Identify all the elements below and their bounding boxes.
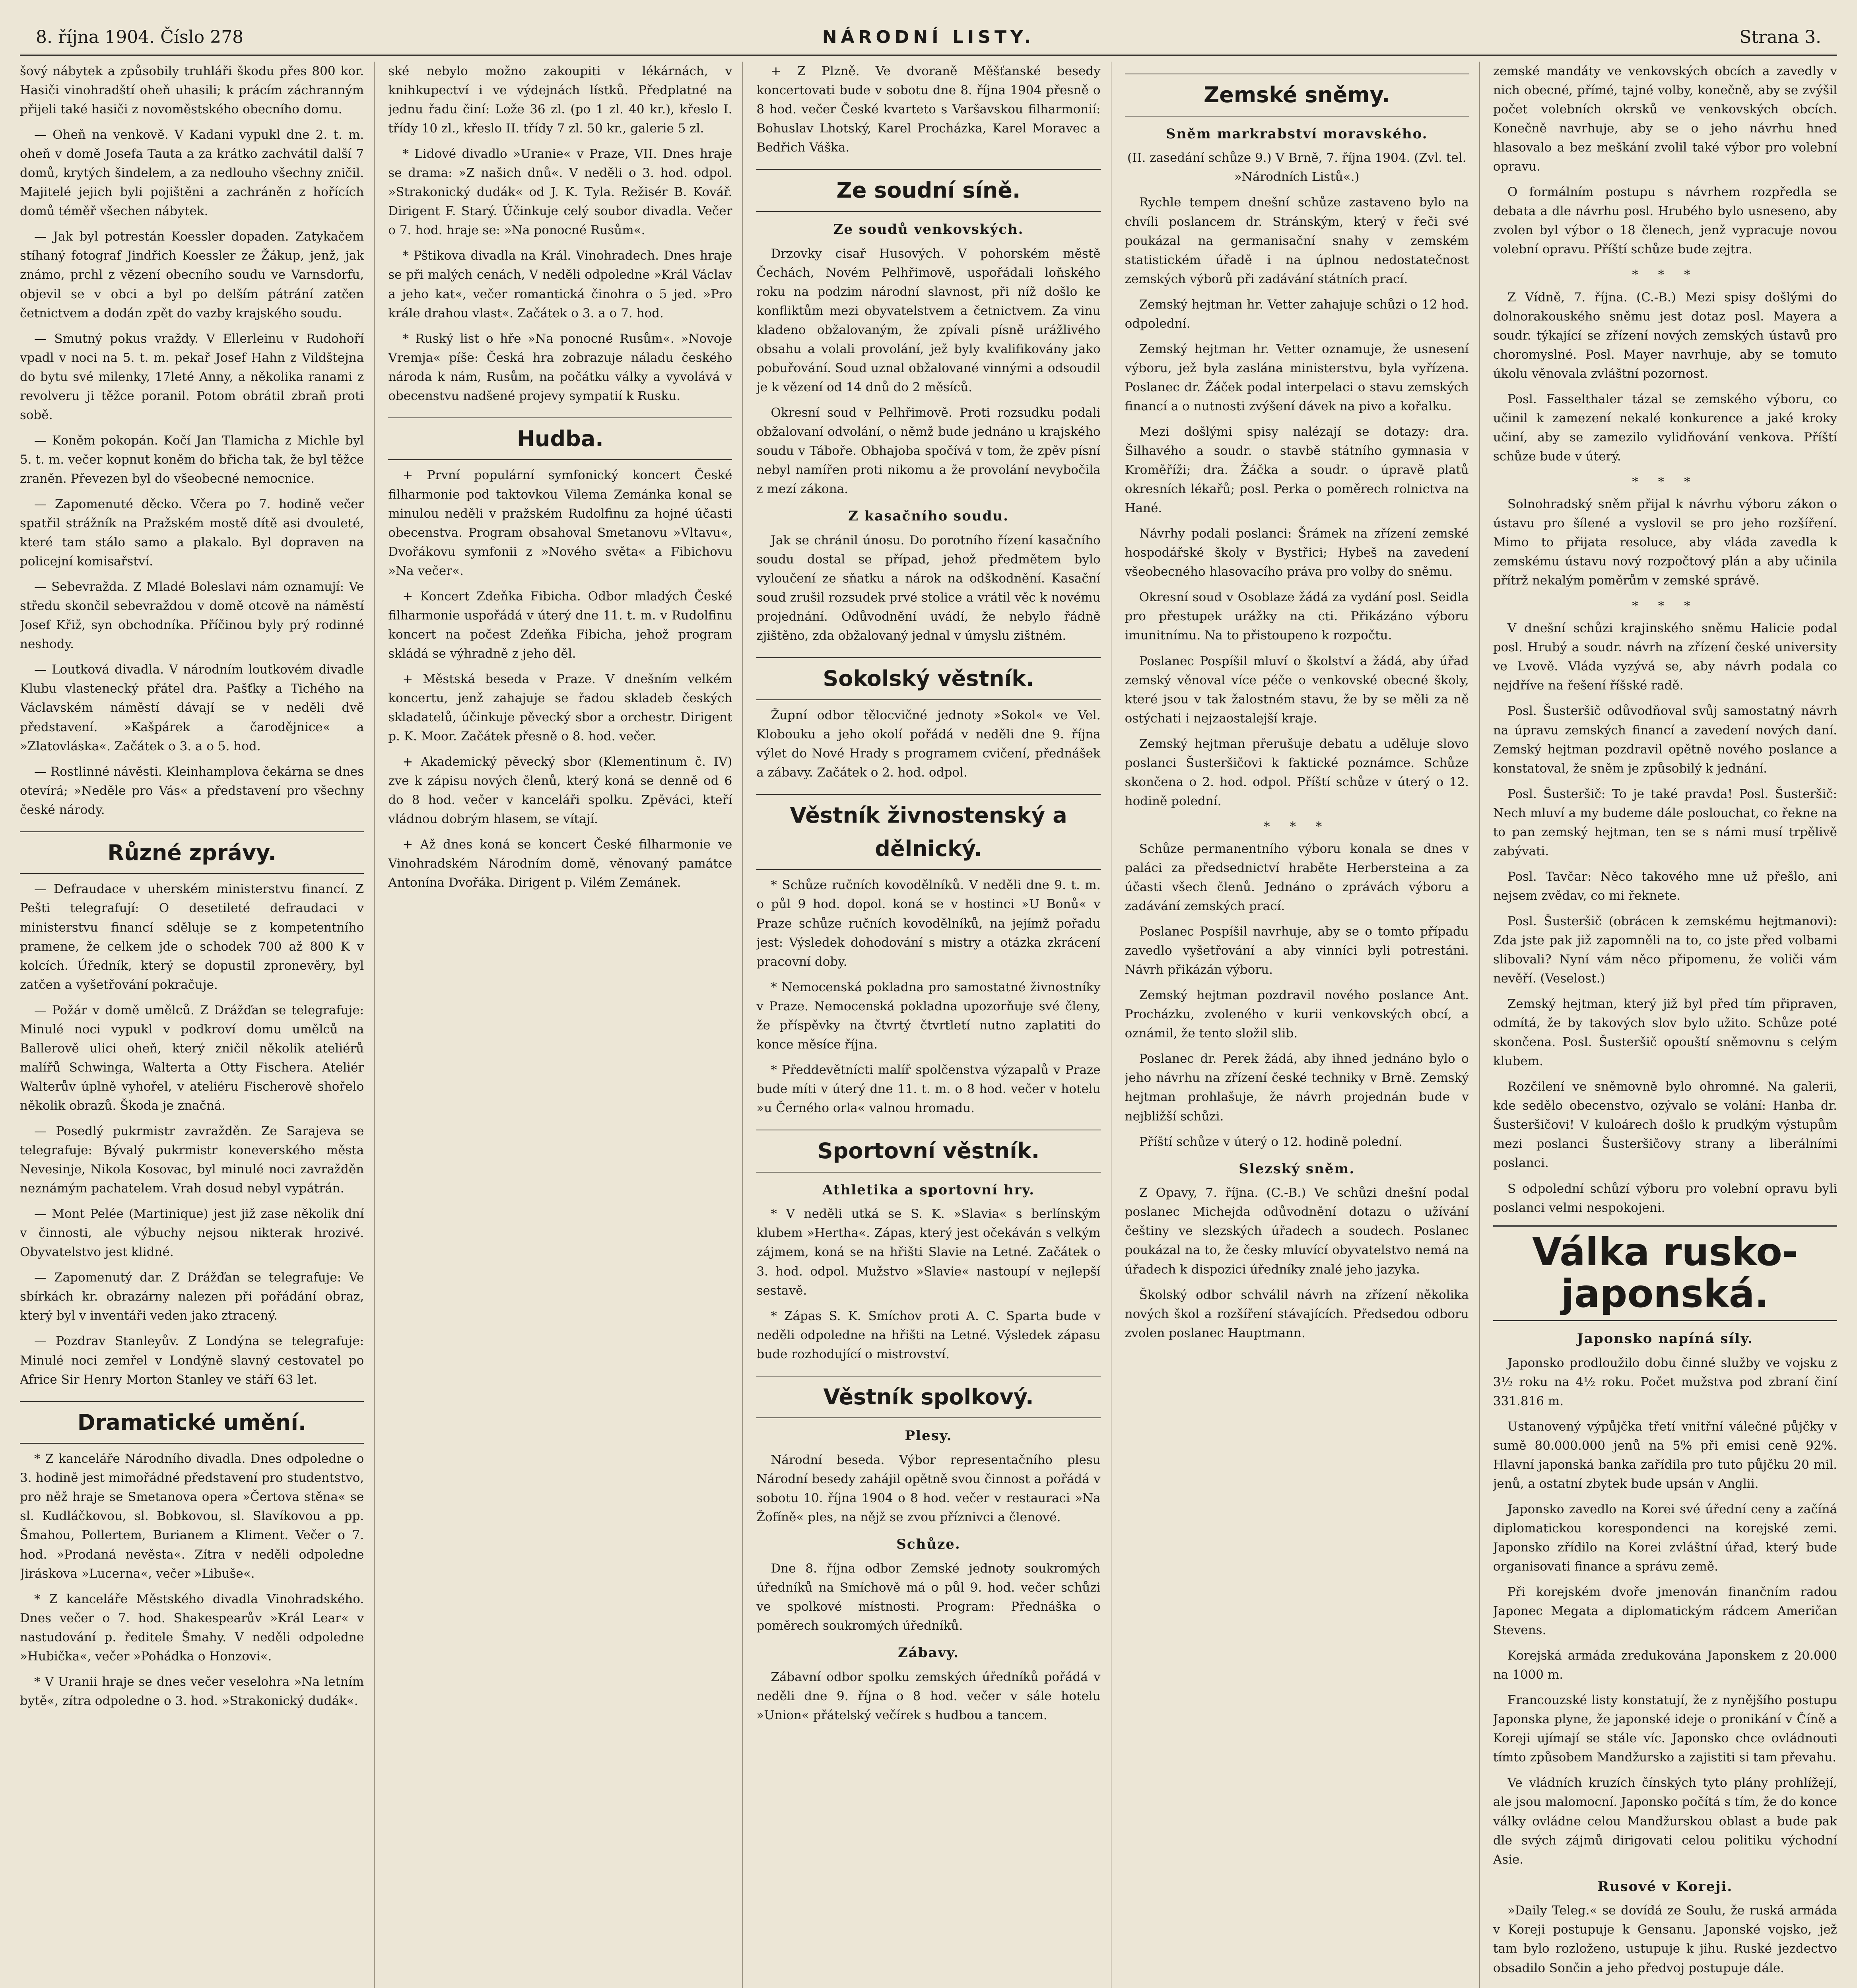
section-heading: Sportovní věstník. <box>756 1130 1100 1173</box>
article-paragraph: Posl. Šusteršič (obrácen k zemskému hejtmanovi): Zda jste pak již zapomněli na to, co jste před volbami slibovali? Nyní vám něco připomenu, že voliči vám nevěří. (Veselost.) <box>1493 914 1838 986</box>
article-paragraph: Japonsko zavedlo na Korei své úřední ceny a začíná diplomatickou korespondenci na korejské zemi. Japonsko zřídilo na Korei zvláštní úřad, který bude organisovati finance a správu země. <box>1493 1502 1838 1574</box>
article-paragraph: * Z kanceláře Národního divadla. Dnes odpoledne o 3. hodině jest mimořádné představení pro studentstvo, pro něž hraje se Smetanova opera »Čertova stěna« se sl. Kudláčkovou, sl. Bobkovou, sl. Slavíkovou a pp. Šmahou, Pollertem, Burianem a Kliment. Večer o 7. hod. »Prodaná nevěsta«. Zítra v neděli odpoledne Jiráskova »Lucerna«, večer »Libuše«. <box>20 1452 364 1581</box>
article-paragraph: * Nemocenská pokladna pro samostatné živnostníky v Praze. Nemocenská pokladna upozorňuje své členy, že příspěvky na čtvrtý čtvrtletí nutno zaplatiti do konce měsíce října. <box>756 980 1101 1052</box>
newspaper-title: NÁRODNÍ LISTY. <box>822 27 1035 47</box>
article-paragraph: — Pozdrav Stanleyův. Z Londýna se telegrafuje: Minulé noci zemřel v Londýně slavný cestovatel po Africe Sir Henry Morton Stanley ve stáří 63 let. <box>20 1334 364 1387</box>
article-paragraph: Z Vídně, 7. října. (C.-B.) Mezi spisy došlými do dolnorakouského sněmu jest dotaz posl. Mayera a soudr. týkající se zřízení nových zemských ústavů pro choromyslné. Posl. Mayer navrhuje, aby se tomuto úkolu věnovala zvláštní pozornost. <box>1493 290 1838 381</box>
article-paragraph: + Až dnes koná se koncert České filharmonie ve Vinohradském Národním domě, věnovaný památce Antonína Dvořáka. Dirigent p. Vilém Zemánek. <box>388 837 732 890</box>
issue-date: 8. října 1904. Číslo 278 <box>36 27 244 47</box>
dateline: (II. zasedání schůze 9.) V Brně, 7. října 1904. (Zvl. tel. »Národních Listů«.) <box>1127 151 1467 184</box>
separator-stars: * * * <box>1632 599 1698 613</box>
article-paragraph: Návrhy podali poslanci: Šrámek na zřízení zemské hospodářské školy v Bystřici; Hybeš na zavedení všeobecného hlasovacího práva pro volby do sněmu. <box>1125 526 1469 579</box>
article-paragraph: Zemský hejtman přerušuje debatu a uděluje slovo poslanci Šusteršičovi k faktické poznámce. Schůze skončena o 2. hod. odpol. Příští schůze v úterý o 12. hodině polední. <box>1125 736 1469 808</box>
section-heading: Ze soudní síně. <box>756 169 1100 212</box>
article-paragraph: Zemský hejtman pozdravil nového poslance Ant. Procházku, zvoleného v kurii venkovských obcí, a oznámil, že tento složil slib. <box>1125 988 1469 1041</box>
article-paragraph: Příští schůze v úterý o 12. hodině polední. <box>1139 1134 1402 1149</box>
article-paragraph: Poslanec Pospíšil mluví o školství a žádá, aby úřad zemský věnoval více péče o venkovské obecné školy, které jsou v tak žalostném stavu, že by se měli za ně ostýchati i nejzaostalejší kraje. <box>1125 654 1469 726</box>
section-heading: Zemské sněmy. <box>1125 74 1469 116</box>
section-heading: Sokolský věstník. <box>756 657 1100 700</box>
article-paragraph: Při korejském dvoře jmenován finančním radou Japonec Megata a diplomatickým rádcem Američan Stevens. <box>1493 1585 1838 1638</box>
article-paragraph: Japonsko prodloužilo dobu činné služby ve vojsku z 3½ roku na 4½ roku. Počet mužstva pod zbraní činí 331.816 m. <box>1493 1355 1838 1408</box>
article-paragraph: zemské mandáty ve venkovských obcích a zavedly v nich obecné, přímé, tajné volby, konečně, aby se zvýšil počet volebních okrsků ve venkovských obcích. Konečně navrhuje, aby se o jeho návrhu hned hlasovalo a bez meškání zvolil také výbor pro volební opravu. <box>1493 64 1838 174</box>
article-paragraph: * Schůze ručních kovodělníků. V neděli dne 9. t. m. o půl 9 hod. dopol. koná se v hostinci »U Bonů« v Praze schůze ručních kovodělníků, na jejímž pořadu jest: Výsledek dohodování s mistry a otázka zkrácení pracovní doby. <box>756 878 1101 969</box>
column-1 <box>20 62 375 1988</box>
section-heading: Věstník živnostenský a dělnický. <box>756 794 1100 870</box>
article-paragraph: Školský odbor schválil návrh na zřízení několika nových škol a rozšíření stávajících. Předsedou odboru zvolen poslanec Hauptmann. <box>1125 1287 1469 1340</box>
subsection-heading: Z kasačního soudu. <box>848 508 1009 524</box>
article-paragraph: ské nebylo možno zakoupiti v lékárnách, v knihkupectví i ve výdejnách lístků. Předplatné na jednu řadu činí: Lože 36 zl. (po 1 zl. 40 kr.), křeslo I. třídy 10 zl., křeslo II. třídy 7 zl. 50 kr., galerie 5 zl. <box>388 64 732 136</box>
article-paragraph: Rychle tempem dnešní schůze zastaveno bylo na chvíli poslancem dr. Stránským, který v řeči své poukázal na germanisační snahy v zemském statistickém úřadě i na úplnou nedostatečnost zemských výborů při zadávání státních prací. <box>1125 195 1469 286</box>
article-paragraph: — Zapomenutý dar. Z Drážďan se telegrafuje: Ve sbírkách kr. obrazárny nalezen při pořádání obraz, který byl v inventáři veden jako ztracený. <box>20 1270 364 1323</box>
article-paragraph: Zemský hejtman hr. Vetter zahajuje schůzi o 12 hod. odpolední. <box>1125 297 1469 331</box>
subsection-heading: Athletika a sportovní hry. <box>822 1182 1035 1198</box>
subsection-heading: Schůze. <box>896 1536 961 1553</box>
war-headline: Válka rusko-japonská. <box>1493 1225 1837 1321</box>
article-paragraph: Zemský hejtman, který již byl před tím připraven, odmítá, že by takových slov bylo užito. Schůze poté skončena. Posl. Šusteršič opouští sněmovnu s celým klubem. <box>1493 997 1838 1069</box>
article-paragraph: Ve vládních kruzích čínských tyto plány prohlížejí, ale jsou malomocní. Japonsko počítá s tím, že do konce války ovládne celou Mandžurskou oblast a bude pak dle svých zájmů dirigovati celou politiku východní Asie. <box>1493 1776 1838 1867</box>
article-paragraph: Národní beseda. Výbor representačního plesu Národní besedy zahájil opětně svou činnost a pořádá v sobotu 10. října 1904 o 8 hod. večer v restauraci »Na Žofíně« ples, na nějž se zvou příznivci a členové. <box>756 1453 1101 1525</box>
article-paragraph: Z Opavy, 7. října. (C.-B.) Ve schůzi dnešní podal poslanec Michejda odůvodnění dotazu o užívání češtiny ve slezských úřadech a soudech. Poslanec poukázal na to, že česky mluvící obyvatelstvo nemá na úřadech k dispozici úředníky znalé jeho jazyka. <box>1125 1186 1469 1277</box>
article-paragraph: Mezi došlými spisy nalézají se dotazy: dra. Šilhavého a soudr. o stavbě státního gymnasia v Kroměříži; dra. Žáčka a soudr. o úpravě platů okresních lékařů; posl. Perka o poměrech rolnictva na Hané. <box>1125 424 1469 516</box>
article-paragraph: Župní odbor tělocvičné jednoty »Sokol« ve Vel. Klobouku a jeho okolí pořádá v neděli dne 9. října výlet do Nové Hrady s programem cvičení, přednášek a zábavy. Začátek o 2. hod. odpol. <box>756 708 1101 780</box>
article-paragraph: Korejská armáda zredukována Japonskem z 20.000 na 1000 m. <box>1493 1648 1838 1682</box>
article-paragraph: Posl. Šusteršič: To je také pravda! Posl. Šusteršič: Nech mluví a my budeme dále poslouchat, co řekne na to pan zemský hejtman, ten se s námi musí trpělivě zabývati. <box>1493 786 1838 858</box>
article-paragraph: Solnohradský sněm přijal k návrhu výboru zákon o ústavu pro šílené a vyslovil se pro jeho rozšíření. Mimo to přijata resoluce, aby vláda zavedla k zemskému ústavu nový rozpočtový plán a aby učinila přítrž nekalým poměrům v zemské správě. <box>1493 497 1838 588</box>
page-number: Strana 3. <box>1739 27 1821 47</box>
article-paragraph: * V neděli utká se S. K. »Slavia« s berlínským klubem »Hertha«. Zápas, který jest očekáván s velkým zájmem, koná se na hřišti Slavie na Letné. Začátek o 3. hod. odpol. Mužstvo »Slavie« nastoupí v nejlepší sestavě. <box>756 1207 1101 1298</box>
article-paragraph: — Rostlinné návěsti. Kleinhamplova čekárna se dnes otevírá; »Neděle pro Vás« a představení pro všechny české národy. <box>20 764 364 817</box>
article-paragraph: — Smutný pokus vraždy. V Ellerleinu v Rudohoří vpadl v noci na 5. t. m. pekař Josef Hahn z Vildštejna do bytu své milenky, 17leté Anny, a několika ranami z revolveru ji těžce poranil. Potom obrátil zbraň proti sobě. <box>20 331 364 422</box>
article-paragraph: + Akademický pěvecký sbor (Klementinum č. IV) zve k zápisu nových členů, který koná se denně od 6 do 8 hod. večer v kanceláři spolku. Zpěváci, kteří vládnou dobrým hlasem, se vítají. <box>388 755 732 827</box>
article-paragraph: šový nábytek a způsobily truhláři škodu přes 800 kor. Hasiči vinohradští oheň uhasili; k prácím záchranným přijeli také hasiči z novoměstského obecního domu. <box>20 64 364 117</box>
article-paragraph: Okresní soud v Pelhřimově. Proti rozsudku podali obžalovaní odvolání, o němž bude jednáno u krajského soudu v Táboře. Obhajoba spočívá v tom, že zpěv písní nebyl namířen proti nikomu a že provolání nevybočila z mezí zákona. <box>756 405 1101 497</box>
section-heading: Dramatické umění. <box>20 1401 364 1444</box>
article-paragraph: — Defraudace v uherském ministerstvu financí. Z Pešti telegrafují: O desetileté defraudaci v ministerstvu financí sděluje se z kompetentního pramene, že celkem jde o schodek 700 až 800 K v kolcích. Úředník, který se dopustil zpronevěry, byl zatčen a vyšetřování pokračuje. <box>20 882 364 992</box>
article-paragraph: Okresní soud v Osoblaze žádá za vydání posl. Seidla pro přestupek urážky na cti. Přikázáno výboru imunitnímu. Na to přistoupeno k rozpočtu. <box>1125 590 1469 643</box>
article-paragraph: Posl. Šusteršič odůvodňoval svůj samostatný návrh na úpravu zemských financí a zavedení nových daní. Zemský hejtman pozdravil opětně nového poslance a konstatoval, že sněm je způsobilý k jednání. <box>1493 704 1838 776</box>
article-paragraph: + První populární symfonický koncert České filharmonie pod taktovkou Vilema Zemánka konal se minulou neděli v pražském Rudolfinu za hojné účasti obecenstva. Program obsahoval Smetanovu »Vltavu«, Dvořákovu symfonii z »Nového světa« a Fibichovu »Na večer«. <box>388 468 732 578</box>
article-paragraph: — Zapomenuté děcko. Včera po 7. hodině večer spatřil strážník na Pražském mostě dítě asi dvouleté, které tam stálo samo a plakalo. Byl dopraven na policejní komisařství. <box>20 497 364 569</box>
column-3 <box>756 62 1111 1988</box>
article-paragraph: V dnešní schůzi krajinského sněmu Halicie podal posl. Hrubý a soudr. návrh na zřízení české university ve Lvově. Vláda vyzývá se, aby návrh podala co nejdříve na řešení říšské radě. <box>1493 621 1838 693</box>
article-paragraph: — Posedlý pukrmistr zavražděn. Ze Sarajeva se telegrafuje: Bývalý pukrmistr koneverského města Nevesinje, Nikola Kosovac, byl minulé noci zavražděn neznámým pachatelem. Vrah dosud nebyl vypátrán. <box>20 1124 364 1196</box>
article-paragraph: * Ruský list o hře »Na ponocné Rusům«. »Novoje Vremja« píše: Česká hra zobrazuje náladu českého národa k nám, Rusům, na počátku války a vyvolává v obecenstvu nadšené projevy sympatií k Rusku. <box>388 331 732 403</box>
article-paragraph: Francouzské listy konstatují, že z nynějšího postupu Japonska plyne, že japonské ideje o pronikání v Číně a Koreji ujímají se stále víc. Japonsko chce ovládnouti tímto způsobem Mandžursko a zajistiti si tam převahu. <box>1493 1693 1838 1765</box>
separator-stars: * * * <box>1632 268 1698 282</box>
article-paragraph: Schůze permanentního výboru konala se dnes v paláci za předsednictví hraběte Herbersteina a za účasti všech členů. Jednáno o zprávách výboru a zadávání zemských prací. <box>1125 841 1469 914</box>
subsection-heading: Japonsko napíná síly. <box>1577 1330 1754 1347</box>
article-paragraph: Jak se chránil únosu. Do porotního řízení kasačního soudu dostal se případ, jehož předmětem bylo vyloučení ze sňatku a nárok na odškodnění. Kasační soud zrušil rozsudek prvé stolice a vrátil věc k novému projednání. Odůvodnění uvádí, že nebylo řádně zjištěno, zda obžalovaný jednal v úmyslu zištném. <box>756 533 1101 643</box>
column-5 <box>1493 62 1837 1988</box>
article-paragraph: — Oheň na venkově. V Kadani vypukl dne 2. t. m. oheň v domě Josefa Tauta a za krátko zachvátil další 7 domů, krytých šindelem, a za nedlouho všechny zničil. Majitelé jejich byli pojištěni a zachráněn z hořících domů téměř všechen nábytek. <box>20 128 364 219</box>
article-paragraph: * Z kanceláře Městského divadla Vinohradského. Dnes večer o 7. hod. Shakespearův »Král Lear« v nastudování p. ředitele Šmahy. V neděli odpoledne »Hubička«, večer »Pohádka o Honzovi«. <box>20 1592 364 1664</box>
column-2 <box>388 62 743 1988</box>
article-paragraph: * V Uranii hraje se dnes večer veselohra »Na letním bytě«, zítra odpoledne o 3. hod. »Strakonický dudák«. <box>20 1674 364 1708</box>
subsection-heading: Plesy. <box>905 1428 952 1444</box>
section-heading: Hudba. <box>388 417 732 460</box>
columns <box>20 62 1837 1988</box>
article-paragraph: »Daily Teleg.« se dovídá ze Soulu, že ruská armáda v Koreji postupuje k Gensanu. Japonské vojsko, jež tam bylo rozloženo, ustupuje k jihu. Ruské jezdectvo obsadilo Sončin a jeho předvoj postupuje dále. <box>1493 1903 1838 1975</box>
article-paragraph: — Sebevražda. Z Mladé Boleslavi nám oznamují: Ve středu skončil sebevraždou v domě otcově na náměstí Josef Křiž, syn obchodníka. Příčinou byly prý rodinné neshody. <box>20 580 364 652</box>
section-heading: Různé zprávy. <box>20 831 364 874</box>
subsection-heading: Zábavy. <box>897 1645 960 1661</box>
article-paragraph: Zemský hejtman hr. Vetter oznamuje, že usnesení výboru, jež byla zaslána ministerstvu, byla vyřízena. Poslanec dr. Žáček podal interpelaci o stavu zemských financí a o nutnosti zvýšení dávek na pivo a kořalku. <box>1125 342 1469 414</box>
article-paragraph: — Koněm pokopán. Kočí Jan Tlamicha z Michle byl 5. t. m. večer kopnut koněm do břicha tak, že byl těžce zraněn. Převezen byl do všeobecné nemocnice. <box>20 433 364 486</box>
article-paragraph: * Lidové divadlo »Uranie« v Praze, VII. Dnes hraje se drama: »Z našich dnů«. V neděli o 3. hod. odpol. »Strakonický dudák« od J. K. Tyla. Režisér B. Kovář. Dirigent F. Starý. Účinkuje celý soubor divadla. Večer o 7. hod. hraje se: »Na ponocné Rusům«. <box>388 147 732 238</box>
article-paragraph: * Předdevětnícti malíř spolčenstva výzapalů v Praze bude míti v úterý dne 11. t. m. o 8 hod. večer v hotelu »u Černého orla« valnou hromadu. <box>756 1062 1101 1115</box>
column-4 <box>1125 62 1480 1988</box>
article-paragraph: + Z Plzně. Ve dvoraně Měšťanské besedy koncertovati bude v sobotu dne 8. října 1904 přesně o 8 hod. večer České kvarteto s Varšavskou filharmonií: Bohuslav Lhotský, Karel Procházka, Karel Moravec a Bedřich Váška. <box>756 64 1101 155</box>
subsection-heading: Slezský sněm. <box>1239 1161 1355 1177</box>
section-heading: Věstník spolkový. <box>756 1376 1100 1419</box>
article-paragraph: Drzovky cisař Husových. V pohorském městě Čechách, Novém Pelhřimově, uspořádali loňského roku na podzim národní slavnost, při níž došlo ke konfliktům mezi obyvatelstvem a četnictvem. Za vinu kladeno obžalovaným, že zpívali písně urážlivého obsahu a volali provolání, jež byly kvalifikovány jako pobuřování. Soud uznal obžalované vinnými a odsoudil je k vězení od 14 dnů do 2 měsíců. <box>756 246 1101 394</box>
article-paragraph: S odpolední schůzí výboru pro volební opravu byli poslanci velmi nespokojeni. <box>1493 1181 1838 1215</box>
subsection-heading: Sněm markrabství moravského. <box>1165 126 1428 142</box>
article-paragraph: — Požár v domě umělců. Z Drážďan se telegrafuje: Minulé noci vypukl v podkroví domu umělců na Ballerově ulici oheň, který zničil několik ateliérů malířů Schwinga, Walterta a Otty Fischera. Ateliér Walterův úplně vyhořel, v ateliéru Fischerově shořelo několik obrazů. Škoda je značná. <box>20 1003 364 1113</box>
article-paragraph: + Městská beseda v Praze. V dnešním velkém koncertu, jenž zahajuje se řadou skladeb českých skladatelů, účinkuje pěvecký sbor a orchestr. Dirigent p. K. Moor. Začátek přesně o 8. hod. večer. <box>388 672 732 744</box>
subsection-heading: Ze soudů venkovských. <box>833 221 1024 237</box>
article-paragraph: Poslanec Pospíšil navrhuje, aby se o tomto případu zavedlo vyšetřování a aby vinníci byli potrestáni. Návrh přikázán výboru. <box>1125 924 1469 977</box>
subsection-heading: Rusové v Koreji. <box>1597 1878 1733 1895</box>
article-paragraph: Rozčilení ve sněmovně bylo ohromné. Na galerii, kde sedělo obecenstvo, ozývalo se volání: Hanba dr. Šusteršičovi! V kuloárech došlo k prudkým výstupům mezi poslanci Šusteršičovy strany a liberálními poslanci. <box>1493 1079 1838 1171</box>
article-paragraph: Poslanec dr. Perek žádá, aby ihned jednáno bylo o jeho návrhu na zřízení české techniky v Brně. Zemský hejtman prohlašuje, že návrh projednán bude v nejbližší schůzi. <box>1125 1052 1469 1124</box>
article-paragraph: * Zápas S. K. Smíchov proti A. C. Sparta bude v neděli odpoledne na hřišti na Letné. Výsledek zápasu bude rozhodující o mistrovství. <box>756 1309 1101 1361</box>
article-paragraph: Posl. Fasselthaler tázal se zemského výboru, co učinil k zamezení nekalé konkurence a jaké kroky učiní, aby se zamezilo vylidňování venkova. Příští schůze bude v úterý. <box>1493 392 1838 464</box>
article-paragraph: O formálním postupu s návrhem rozpředla se debata a dle návrhu posl. Hrubého bylo usneseno, aby zvolen byl výbor o 18 členech, jenž vypracuje novou volební opravu. Příští schůze bude zejtra. <box>1493 185 1838 257</box>
masthead <box>20 16 1837 56</box>
article-paragraph: — Mont Pelée (Martinique) jest již zase několik dní v činnosti, ale výbuchy nejsou nikterak hrozivé. Obyvatelstvo jest klidné. <box>20 1207 364 1260</box>
article-paragraph: Posl. Tavčar: Něco takového mne už přešlo, ani nejsem zvědav, co mi řeknete. <box>1493 869 1838 903</box>
article-paragraph: — Jak byl potrestán Koessler dopaden. Zatykačem stíhaný fotograf Jindřich Koessler ze Žákup, jenž, jak známo, prchl z vězení obecního soudu ve Varnsdorfu, objevil se v obci a byl po delším pátrání zatčen četnictvem a dodán zpět do vazby krajského soudu. <box>20 229 364 320</box>
article-paragraph: Dne 8. října odbor Zemské jednoty soukromých úředníků na Smíchově má o půl 9. hod. večer schůzi ve spolkové místnosti. Program: Přednáška o poměrech soukromých úředníků. <box>756 1561 1101 1633</box>
article-paragraph: + Koncert Zdeňka Fibicha. Odbor mladých České filharmonie uspořádá v úterý dne 11. t. m. v Rudolfinu koncert na počest Zdeňka Fibicha, jehož program skládá se výhradně z jeho děl. <box>388 589 732 661</box>
separator-stars: * * * <box>1264 819 1330 834</box>
article-paragraph: Ustanovený výpůjčka třetí vnitřní válečné půjčky v sumě 80.000.000 jenů na 5% při emisi ceně 92%. Hlavní japonská banka zařídila pro tuto půjčku 20 mil. jenů, a ostatní zbytek bude upsán v Anglii. <box>1493 1419 1838 1491</box>
separator-stars: * * * <box>1632 474 1698 489</box>
article-paragraph: Zábavní odbor spolku zemských úředníků pořádá v neděli dne 9. října o 8 hod. večer v sále hotelu »Union« přátelský večírek s hudbou a tancem. <box>756 1670 1101 1722</box>
article-paragraph: * Pštikova divadla na Král. Vinohradech. Dnes hraje se při malých cenách, V neděli odpoledne »Král Václav a jeho kat«, večer romantická činohra o 5 jed. »Pro krále drahou vlast«. Začátek o 3. a o 7. hod. <box>388 248 732 320</box>
article-paragraph: — Loutková divadla. V národním loutkovém divadle Klubu vlastenecký přátel dra. Pašťky a Tichého na Václavském náměstí dávají se v neděli dvě představení. »Kašpárek a čarodějnice« a »Zlatovláska«. Začátek o 3. a o 5. hod. <box>20 662 364 753</box>
